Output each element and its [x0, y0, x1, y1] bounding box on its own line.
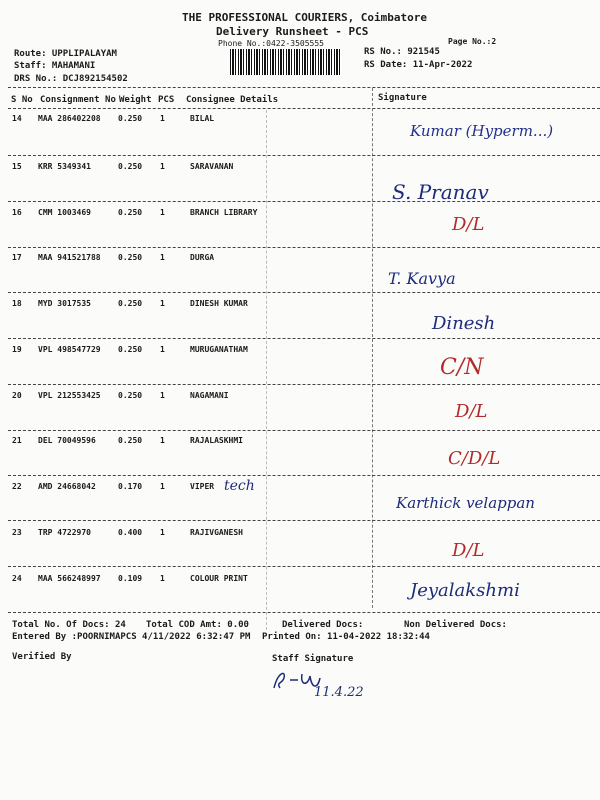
col-header-consignee: Consignee Details — [186, 95, 279, 105]
signature: S. Pranav — [392, 180, 489, 204]
col-header-sno: S No — [11, 95, 33, 105]
divider — [8, 87, 600, 88]
weight: 0.109 — [118, 574, 143, 583]
pcs: 1 — [160, 162, 165, 171]
divider — [8, 475, 600, 476]
divider — [8, 247, 600, 248]
non-delivered-docs: Non Delivered Docs: — [404, 620, 507, 630]
weight: 0.250 — [118, 114, 143, 123]
signature: Jeyalakshmi — [410, 580, 520, 601]
sno: 14 — [12, 114, 22, 123]
sno: 16 — [12, 208, 22, 217]
sno: 21 — [12, 436, 22, 445]
consignee: DINESH KUMAR — [190, 299, 248, 308]
signature: Karthick velappan — [396, 494, 535, 512]
sno: 18 — [12, 299, 22, 308]
divider — [8, 338, 600, 339]
consignment-no: DEL 70049596 — [38, 436, 96, 445]
divider — [8, 566, 600, 567]
divider — [8, 292, 600, 293]
consignment-no: AMD 24668042 — [38, 482, 96, 491]
consignee: RAJIVGANESH — [190, 528, 243, 537]
consignee-handwritten-note: tech — [224, 478, 255, 494]
divider — [8, 612, 600, 613]
col-header-weight: Weight — [119, 95, 152, 105]
divider — [8, 384, 600, 385]
divider — [8, 155, 600, 156]
sheet-title: Delivery Runsheet - PCS — [216, 25, 369, 38]
weight: 0.250 — [118, 436, 143, 445]
consignee: SARAVANAN — [190, 162, 234, 171]
sno: 17 — [12, 253, 22, 262]
pcs: 1 — [160, 114, 165, 123]
signature: D/L — [452, 540, 485, 561]
table-row — [0, 574, 600, 620]
rs-date: RS Date: 11-Apr-2022 — [364, 60, 473, 70]
entered-by: Entered By :POORNIMAPCS 4/11/2022 6:32:47 PM — [12, 632, 251, 642]
sno: 19 — [12, 345, 22, 354]
signature: T. Kavya — [388, 269, 456, 288]
sno: 15 — [12, 162, 22, 171]
page-number: Page No.:2 — [448, 37, 497, 46]
delivered-docs: Delivered Docs: — [282, 620, 364, 630]
pcs: 1 — [160, 299, 165, 308]
sno: 24 — [12, 574, 22, 583]
consignment-no: MYD 3017535 — [38, 299, 91, 308]
consignment-no: MAA 941521788 — [38, 253, 101, 262]
signature: C/N — [440, 355, 484, 380]
table-row — [0, 478, 600, 528]
consignment-no: CMM 1003469 — [38, 208, 91, 217]
col-header-consignment: Consignment No — [40, 95, 116, 105]
sno: 23 — [12, 528, 22, 537]
consignee: COLOUR PRINT — [190, 574, 248, 583]
pcs: 1 — [160, 345, 165, 354]
table-row — [0, 528, 600, 574]
weight: 0.250 — [118, 345, 143, 354]
sno: 20 — [12, 391, 22, 400]
divider — [8, 108, 600, 109]
consignment-no: VPL 498547729 — [38, 345, 101, 354]
pcs: 1 — [160, 574, 165, 583]
consignment-no: MAA 566248997 — [38, 574, 101, 583]
pcs: 1 — [160, 528, 165, 537]
staff-signature-label: Staff Signature — [272, 654, 354, 664]
weight: 0.250 — [118, 208, 143, 217]
consignee: DURGA — [190, 253, 215, 262]
weight: 0.170 — [118, 482, 143, 491]
consignee: BRANCH LIBRARY — [190, 208, 258, 217]
total-docs: Total No. Of Docs: 24 — [12, 620, 126, 630]
barcode-image — [230, 49, 342, 75]
signature: D/L — [455, 401, 488, 422]
rs-number: RS No.: 921545 — [364, 47, 440, 57]
divider — [8, 201, 600, 202]
weight: 0.250 — [118, 299, 143, 308]
signature: Dinesh — [432, 313, 496, 334]
signature: Kumar (Hyperm...) — [410, 122, 554, 140]
pcs: 1 — [160, 253, 165, 262]
verified-by: Verified By — [12, 652, 72, 662]
weight: 0.250 — [118, 391, 143, 400]
staff-signature-date: 11.4.22 — [314, 685, 364, 700]
staff: Staff: MAHAMANI — [14, 61, 96, 71]
company-title: THE PROFESSIONAL COURIERS, Coimbatore — [182, 11, 428, 24]
printed-on: Printed On: 11-04-2022 18:32:44 — [262, 632, 430, 642]
table-row — [0, 114, 600, 160]
col-header-signature: Signature — [378, 93, 427, 103]
col-header-pcs: PCS — [158, 95, 175, 105]
divider — [8, 430, 600, 431]
consignment-no: MAA 286402208 — [38, 114, 101, 123]
consignment-no: TRP 4722970 — [38, 528, 91, 537]
signature: D/L — [452, 214, 485, 235]
total-cod: Total COD Amt: 0.00 — [146, 620, 249, 630]
pcs: 1 — [160, 436, 165, 445]
signature: C/D/L — [448, 448, 501, 469]
consignee: MURUGANATHAM — [190, 345, 248, 354]
divider — [8, 520, 600, 521]
weight: 0.250 — [118, 162, 143, 171]
pcs: 1 — [160, 208, 165, 217]
consignment-no: KRR 5349341 — [38, 162, 91, 171]
pcs: 1 — [160, 391, 165, 400]
weight: 0.400 — [118, 528, 143, 537]
consignee: BILAL — [190, 114, 215, 123]
route: Route: UPPLIPALAYAM — [14, 49, 117, 59]
weight: 0.250 — [118, 253, 143, 262]
consignee: VIPER — [190, 482, 215, 491]
pcs: 1 — [160, 482, 165, 491]
consignee: RAJALASKHMI — [190, 436, 243, 445]
drs-number: DRS No.: DCJ892154502 — [14, 74, 128, 84]
consignee: NAGAMANI — [190, 391, 229, 400]
consignment-no: VPL 212553425 — [38, 391, 101, 400]
phone-number: Phone No.:0422-3505555 — [218, 39, 324, 48]
sno: 22 — [12, 482, 22, 491]
